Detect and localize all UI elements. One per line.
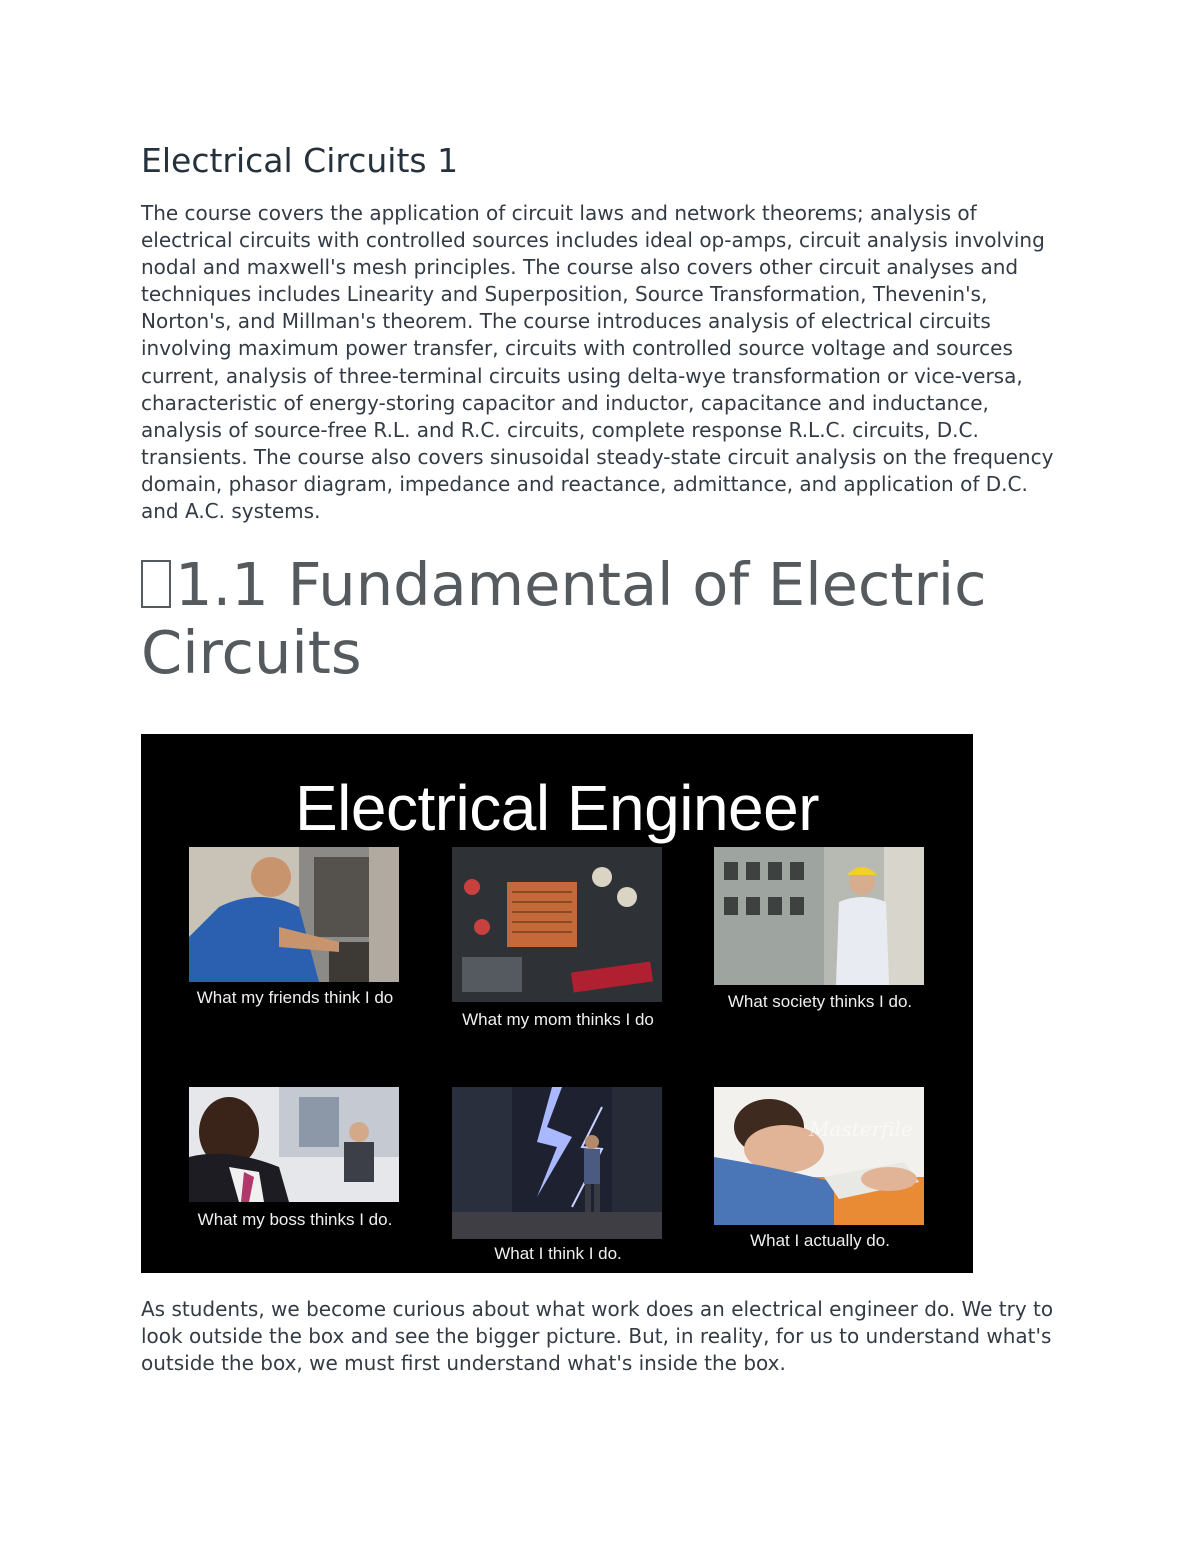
caption-mom: What my mom thinks I do [462, 1010, 654, 1029]
photo-business-meeting [189, 1087, 399, 1202]
meme-image [141, 734, 973, 1273]
photo-technician [189, 847, 399, 982]
document-title: Electrical Circuits 1 [141, 141, 459, 180]
caption-think: What I think I do. [494, 1244, 622, 1263]
missing-glyph-icon [141, 560, 171, 608]
section-heading-text: 1.1 Fundamental of Electric Circuits [141, 550, 987, 688]
photo-sleeping-at-keyboard [714, 1087, 924, 1225]
watermark: Masterfile [809, 1117, 913, 1141]
caption-society: What society thinks I do. [727, 992, 913, 1011]
photo-superhero [452, 1087, 662, 1239]
document-body [141, 140, 1071, 736]
photo-motherboard [452, 847, 662, 1002]
closing-paragraph: As students, we become curious about what work does an electrical engineer do. We try to look outside the box and see the bigger picture. But, in reality, for us to understand what's outside the box, we must first understand what's inside the box. [141, 1297, 1054, 1376]
course-description: The course covers the application of circuit laws and network theorems; analysis of electrical circuits with controlled sources includes ideal op-amps, circuit analysis involving nodal and maxwell's mesh principles. The course also covers other circuit analyses and techniques includes Linearity and Superposition, Source Transformation, Thevenin's, Norton's, and Millman's theorem. The course introduces analysis of electrical circuits involving maximum power transfer, circuits with controlled source voltage and sources current, analysis of three-terminal circuits using delta-wye transformation or vice-versa, characteristic of energy-storing capacitor and inductor, capacitance and inductance, analysis of source-free R.L. and R.C. circuits, complete response R.L.C. circuits, D.C. transients. The course also covers sinusoidal steady-state circuit analysis on the frequency domain, phasor diagram, impedance and reactance, admittance, and application of D.C. and A.C. systems. [141, 201, 1054, 524]
caption-friends: What my friends think I do [196, 988, 394, 1007]
caption-boss: What my boss thinks I do. [197, 1210, 393, 1229]
meme-title: Electrical Engineer [294, 772, 820, 844]
photo-control-room [714, 847, 924, 985]
caption-actually: What I actually do. [750, 1231, 890, 1250]
section-heading [141, 551, 1071, 687]
